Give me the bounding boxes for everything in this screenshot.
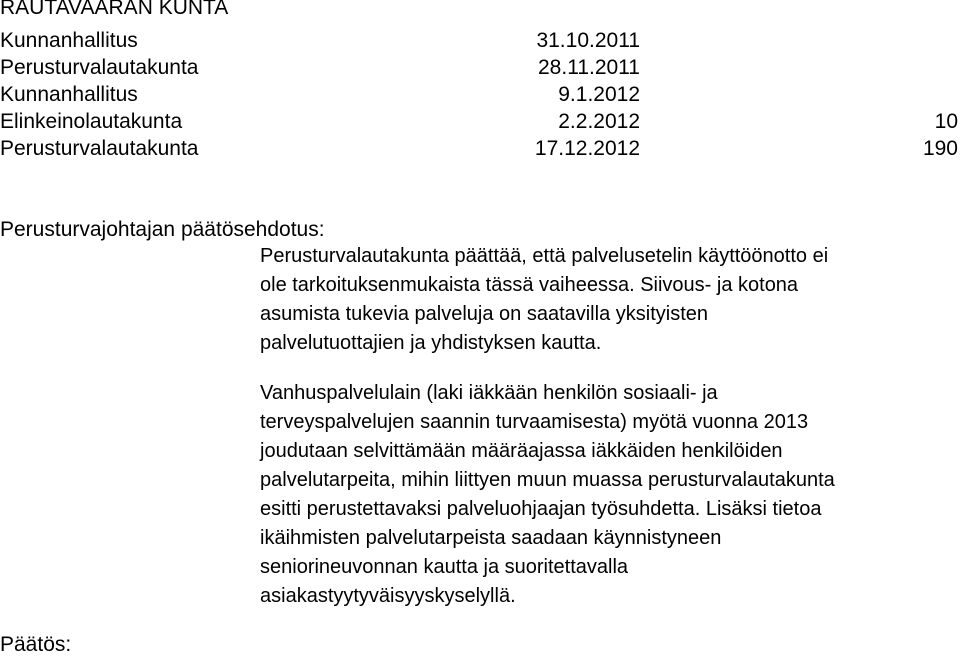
proposal-paragraph-1: [260, 242, 960, 358]
proposal-line: asumista tukevia palveluja on saatavilla yksityisten: [260, 303, 708, 325]
section-number-4: 10: [934, 110, 958, 133]
meeting-body-3: Kunnanhallitus: [0, 83, 138, 106]
proposal-line: Perusturvalautakunta päättää, että palvelusetelin käyttöönotto ei: [260, 245, 829, 267]
proposal-paragraph-2: [260, 379, 960, 611]
meeting-date-5: 17.12.2012: [534, 137, 640, 160]
meeting-body-5: Perusturvalautakunta: [0, 137, 199, 160]
proposal-label: Perusturvajohtajan päätösehdotus:: [0, 218, 325, 241]
proposal-line: joudutaan selvittämään määräajassa iäkkäiden henkilöiden: [260, 440, 783, 462]
section-number-5: 190: [922, 137, 958, 160]
proposal-line: Vanhuspalvelulain (laki iäkkään henkilön sosiaali- ja: [260, 382, 718, 404]
meeting-body-4: Elinkeinolautakunta: [0, 110, 183, 133]
proposal-line: seniorineuvonnan kautta ja suoritettavalla: [260, 556, 629, 578]
meeting-body-1: Kunnanhallitus: [0, 29, 138, 52]
meeting-date-1: 31.10.2011: [536, 29, 640, 52]
proposal-line: asiakastyytyväisyyskyselyllä.: [260, 585, 516, 607]
proposal-line: ikäihmisten palvelutarpeista saadaan käynnistyneen: [260, 527, 722, 549]
meeting-date-2: 28.11.2011: [538, 56, 640, 79]
proposal-line: palvelutarpeita, mihin liittyen muun muassa perusturvalautakunta: [260, 469, 835, 491]
meeting-body-2: Perusturvalautakunta: [0, 56, 199, 79]
proposal-line: ole tarkoituksenmukaista tässä vaiheessa. Siivous- ja kotona: [260, 274, 799, 296]
meeting-date-4: 2.2.2012: [558, 110, 640, 133]
proposal-line: esitti perustettavaksi palveluohjaajan työsuhdetta. Lisäksi tietoa: [260, 498, 822, 520]
organization-title: RAUTAVAARAN KUNTA: [0, 0, 229, 19]
proposal-line: palvelutuottajien ja yhdistyksen kautta.: [260, 332, 602, 354]
decision-label: Päätös:: [0, 633, 72, 656]
meeting-date-3: 9.1.2012: [558, 83, 640, 106]
proposal-line: terveyspalvelujen saannin turvaamisesta) myötä vuonna 2013: [260, 411, 809, 433]
